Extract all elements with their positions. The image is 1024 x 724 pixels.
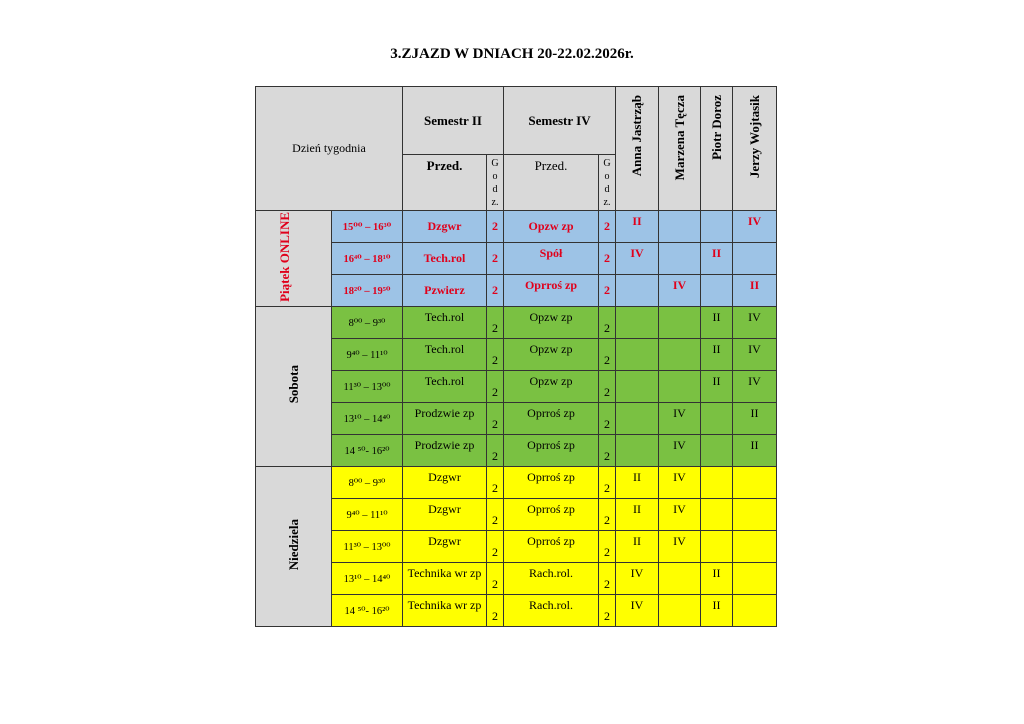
sem4-subject: Oprroś zp bbox=[504, 435, 599, 467]
teacher-assignment: IV bbox=[733, 211, 777, 243]
teacher-assignment bbox=[659, 595, 701, 627]
teacher-header bbox=[701, 87, 733, 211]
time-slot: 14 ⁵⁰- 16²⁰ bbox=[332, 435, 403, 467]
sem2-hours: 2 bbox=[487, 275, 504, 307]
teacher-assignment: IV bbox=[733, 371, 777, 403]
teacher-assignment: II bbox=[616, 499, 659, 531]
teacher-assignment bbox=[733, 595, 777, 627]
przed-header: Przed. bbox=[403, 155, 487, 211]
teacher-assignment bbox=[659, 211, 701, 243]
sem4-subject: Opzw zp bbox=[504, 339, 599, 371]
teacher-assignment: II bbox=[616, 467, 659, 499]
schedule-row bbox=[256, 307, 777, 339]
teacher-assignment: II bbox=[701, 595, 733, 627]
teacher-assignment bbox=[659, 243, 701, 275]
teacher-assignment bbox=[659, 563, 701, 595]
teacher-assignment: II bbox=[616, 531, 659, 563]
sem4-hours: 2 bbox=[599, 307, 616, 339]
teacher-assignment: IV bbox=[659, 531, 701, 563]
sem2-hours: 2 bbox=[487, 243, 504, 275]
teacher-assignment bbox=[659, 307, 701, 339]
time-slot: 8⁰⁰ – 9³⁰ bbox=[332, 307, 403, 339]
teacher-assignment: IV bbox=[659, 403, 701, 435]
sem4-subject: Oprroś zp bbox=[504, 499, 599, 531]
schedule-row bbox=[256, 435, 777, 467]
day-of-week-header bbox=[256, 87, 403, 211]
time-slot: 9⁴⁰ – 11¹⁰ bbox=[332, 499, 403, 531]
sem2-subject: Pzwierz bbox=[403, 275, 487, 307]
teacher-assignment: IV bbox=[659, 435, 701, 467]
sem2-hours: 2 bbox=[487, 371, 504, 403]
teacher-header bbox=[733, 87, 777, 211]
teacher-name: Piotr Doroz bbox=[708, 95, 724, 160]
sem2-subject: Dzgwr bbox=[403, 531, 487, 563]
schedule-row bbox=[256, 371, 777, 403]
teacher-assignment: IV bbox=[659, 275, 701, 307]
przed-header: Przed. bbox=[504, 155, 599, 211]
schedule-row bbox=[256, 467, 777, 499]
teacher-assignment: IV bbox=[616, 595, 659, 627]
time-slot: 11³⁰ – 13⁰⁰ bbox=[332, 371, 403, 403]
sem2-subject: Tech.rol bbox=[403, 307, 487, 339]
teacher-assignment bbox=[616, 307, 659, 339]
teacher-assignment: IV bbox=[659, 467, 701, 499]
sem4-subject: Rach.rol. bbox=[504, 595, 599, 627]
sem4-hours: 2 bbox=[599, 435, 616, 467]
teacher-name: Jerzy Wojtasik bbox=[746, 95, 762, 179]
teacher-assignment: II bbox=[733, 403, 777, 435]
sem4-subject: Opzw zp bbox=[504, 211, 599, 243]
schedule-row bbox=[256, 563, 777, 595]
time-slot: 8⁰⁰ – 9³⁰ bbox=[332, 467, 403, 499]
sem4-hours: 2 bbox=[599, 371, 616, 403]
teacher-assignment bbox=[701, 403, 733, 435]
godz-letter: G bbox=[491, 158, 499, 169]
sem2-hours: 2 bbox=[487, 339, 504, 371]
teacher-assignment: II bbox=[701, 371, 733, 403]
day-name: Sobota bbox=[285, 365, 301, 404]
sem2-subject: Tech.rol bbox=[403, 339, 487, 371]
godz-header bbox=[599, 155, 616, 211]
teacher-assignment bbox=[701, 467, 733, 499]
teacher-assignment bbox=[733, 531, 777, 563]
sem2-hours: 2 bbox=[487, 211, 504, 243]
teacher-assignment: II bbox=[701, 563, 733, 595]
teacher-assignment bbox=[616, 371, 659, 403]
sem2-subject: Tech.rol bbox=[403, 371, 487, 403]
godz-letter: z. bbox=[491, 197, 499, 208]
sem2-hours: 2 bbox=[487, 435, 504, 467]
teacher-header bbox=[616, 87, 659, 211]
sem4-hours: 2 bbox=[599, 275, 616, 307]
day-of-week-label: Dzień tygodnia bbox=[292, 141, 366, 155]
sem2-subject: Prodzwie zp bbox=[403, 403, 487, 435]
day-cell bbox=[256, 307, 332, 467]
schedule-row bbox=[256, 275, 777, 307]
time-slot: 18²⁰ – 19⁵⁰ bbox=[332, 275, 403, 307]
sem4-hours: 2 bbox=[599, 499, 616, 531]
sem2-subject: Prodzwie zp bbox=[403, 435, 487, 467]
time-slot: 11³⁰ – 13⁰⁰ bbox=[332, 531, 403, 563]
sem2-hours: 2 bbox=[487, 467, 504, 499]
sem4-hours: 2 bbox=[599, 211, 616, 243]
teacher-assignment bbox=[616, 403, 659, 435]
teacher-assignment bbox=[701, 211, 733, 243]
teacher-assignment: IV bbox=[733, 307, 777, 339]
time-slot: 13¹⁰ – 14⁴⁰ bbox=[332, 563, 403, 595]
godz-letter: G bbox=[603, 158, 611, 169]
sem4-subject: Rach.rol. bbox=[504, 563, 599, 595]
schedule-row bbox=[256, 403, 777, 435]
sem4-hours: 2 bbox=[599, 243, 616, 275]
teacher-name: Marzena Tęcza bbox=[671, 95, 687, 181]
sem2-subject: Dzgwr bbox=[403, 211, 487, 243]
semester-ii-header: Semestr II bbox=[403, 87, 504, 155]
time-slot: 14 ⁵⁰- 16²⁰ bbox=[332, 595, 403, 627]
sem2-hours: 2 bbox=[487, 307, 504, 339]
schedule-row bbox=[256, 243, 777, 275]
sem2-subject: Dzgwr bbox=[403, 467, 487, 499]
schedule-row bbox=[256, 339, 777, 371]
teacher-assignment bbox=[701, 435, 733, 467]
teacher-name: Anna Jastrząb bbox=[629, 95, 644, 177]
day-name: Niedziela bbox=[285, 518, 301, 571]
sem2-hours: 2 bbox=[487, 595, 504, 627]
godz-letter: z. bbox=[603, 197, 611, 208]
sem4-subject: Oprroś zp bbox=[504, 531, 599, 563]
sem4-subject: Opzw zp bbox=[504, 307, 599, 339]
sem4-hours: 2 bbox=[599, 595, 616, 627]
sem4-hours: 2 bbox=[599, 403, 616, 435]
sem2-subject: Technika wr zp bbox=[403, 563, 487, 595]
sem2-hours: 2 bbox=[487, 499, 504, 531]
day-name: Piątek ONLINE bbox=[276, 211, 292, 302]
teacher-assignment: II bbox=[733, 435, 777, 467]
teacher-assignment bbox=[616, 339, 659, 371]
teacher-assignment: II bbox=[701, 243, 733, 275]
semester-iv-header: Semestr IV bbox=[504, 87, 616, 155]
sem2-hours: 2 bbox=[487, 563, 504, 595]
teacher-assignment bbox=[733, 499, 777, 531]
sem4-hours: 2 bbox=[599, 467, 616, 499]
schedule-row bbox=[256, 211, 777, 243]
day-cell bbox=[256, 467, 332, 627]
teacher-assignment: IV bbox=[733, 339, 777, 371]
godz-letter: o bbox=[492, 171, 498, 182]
time-slot: 13¹⁰ – 14⁴⁰ bbox=[332, 403, 403, 435]
page-title: 3.ZJAZD W DNIACH 20-22.02.2026r. bbox=[390, 46, 634, 62]
teacher-assignment bbox=[733, 243, 777, 275]
schedule-row bbox=[256, 595, 777, 627]
time-slot: 15⁰⁰ – 16³⁰ bbox=[332, 211, 403, 243]
schedule-row bbox=[256, 531, 777, 563]
teacher-assignment: II bbox=[701, 339, 733, 371]
godz-letter: d bbox=[492, 184, 498, 195]
day-cell bbox=[256, 211, 332, 307]
time-slot: 9⁴⁰ – 11¹⁰ bbox=[332, 339, 403, 371]
teacher-assignment bbox=[616, 435, 659, 467]
teacher-assignment: II bbox=[701, 307, 733, 339]
schedule-row bbox=[256, 499, 777, 531]
teacher-assignment bbox=[733, 467, 777, 499]
teacher-assignment: IV bbox=[659, 499, 701, 531]
sem4-hours: 2 bbox=[599, 531, 616, 563]
sem2-subject: Technika wr zp bbox=[403, 595, 487, 627]
time-slot: 16⁴⁰ – 18¹⁰ bbox=[332, 243, 403, 275]
teacher-header bbox=[659, 87, 701, 211]
teacher-assignment: IV bbox=[616, 243, 659, 275]
sem2-hours: 2 bbox=[487, 403, 504, 435]
sem4-hours: 2 bbox=[599, 563, 616, 595]
teacher-assignment bbox=[701, 499, 733, 531]
teacher-assignment bbox=[659, 339, 701, 371]
sem4-subject: Oprroś zp bbox=[504, 403, 599, 435]
sem4-subject: Oprroś zp bbox=[504, 275, 599, 307]
godz-letter: o bbox=[604, 171, 610, 182]
teacher-assignment bbox=[701, 531, 733, 563]
teacher-assignment bbox=[659, 371, 701, 403]
sem4-hours: 2 bbox=[599, 339, 616, 371]
teacher-assignment bbox=[616, 275, 659, 307]
sem2-hours: 2 bbox=[487, 531, 504, 563]
godz-letter: d bbox=[604, 184, 610, 195]
sem4-subject: Oprroś zp bbox=[504, 467, 599, 499]
schedule-table bbox=[255, 86, 777, 627]
sem4-subject: Opzw zp bbox=[504, 371, 599, 403]
teacher-assignment: II bbox=[616, 211, 659, 243]
sem4-subject: Spół bbox=[504, 243, 599, 275]
sem2-subject: Tech.rol bbox=[403, 243, 487, 275]
teacher-assignment bbox=[701, 275, 733, 307]
teacher-assignment: IV bbox=[616, 563, 659, 595]
godz-header bbox=[487, 155, 504, 211]
teacher-assignment: II bbox=[733, 275, 777, 307]
sem2-subject: Dzgwr bbox=[403, 499, 487, 531]
teacher-assignment bbox=[733, 563, 777, 595]
